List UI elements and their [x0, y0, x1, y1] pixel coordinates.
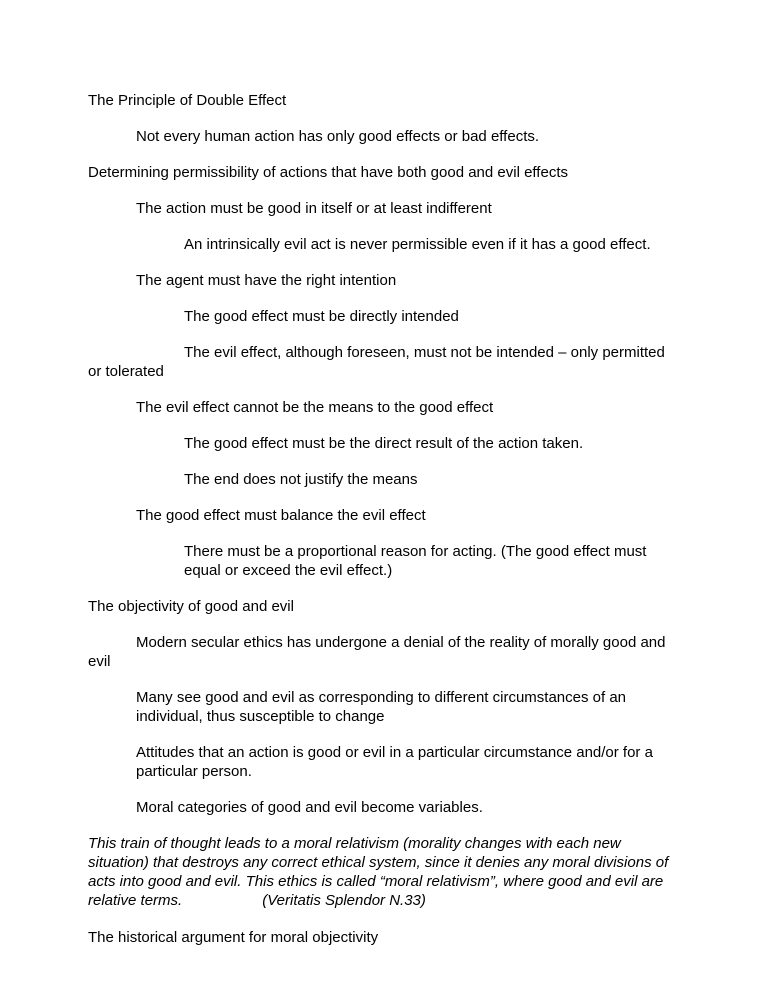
text-line: The good effect must be directly intended: [184, 308, 459, 325]
text-line: Moral categories of good and evil become variables.: [136, 799, 483, 816]
text-line: Not every human action has only good effects or bad effects.: [136, 128, 540, 145]
text-line: The good effect must balance the evil effect: [136, 507, 426, 524]
text-line: The end does not justify the means: [184, 471, 418, 488]
text-paragraph: There must be a proportional reason for acting. (The good effect must equal or exceed the evil effect.): [184, 543, 647, 579]
text-line: Modern secular ethics has undergone a denial of the reality of morally good and: [136, 634, 666, 651]
heading-historical-argument: The historical argument for moral objectivity: [88, 929, 379, 946]
text-line: The action must be good in itself or at least indifferent: [136, 200, 492, 217]
text-line: The evil effect, although foreseen, must not be intended – only permitted: [184, 344, 665, 361]
italic-paragraph: [88, 834, 683, 910]
heading-permissibility: Determining permissibility of actions that have both good and evil effects: [88, 164, 568, 181]
text-paragraph: Many see good and evil as corresponding to different circumstances of an individual, thus susceptible to change: [136, 689, 627, 725]
text-line: The good effect must be the direct result of the action taken.: [184, 435, 584, 452]
heading-double-effect: The Principle of Double Effect: [88, 92, 287, 109]
text-line: evil: [88, 653, 111, 670]
citation: (Veritatis Splendor N.33): [262, 892, 426, 909]
italic-paragraph-text: This train of thought leads to a moral relativism (morality changes with each new situation) that destroys any correct ethical system, since it denies any moral divisions of acts into good and evil. This ethics is called “moral relativism”, where good and evil are relative terms.: [88, 835, 669, 909]
text-line: The agent must have the right intention: [136, 272, 397, 289]
text-line: An intrinsically evil act is never permissible even if it has a good effect.: [184, 236, 651, 253]
text-paragraph: Attitudes that an action is good or evil in a particular circumstance and/or for a particular person.: [136, 744, 653, 780]
heading-objectivity: The objectivity of good and evil: [88, 598, 294, 615]
text-line: The evil effect cannot be the means to the good effect: [136, 399, 494, 416]
text-line: or tolerated: [88, 363, 164, 380]
